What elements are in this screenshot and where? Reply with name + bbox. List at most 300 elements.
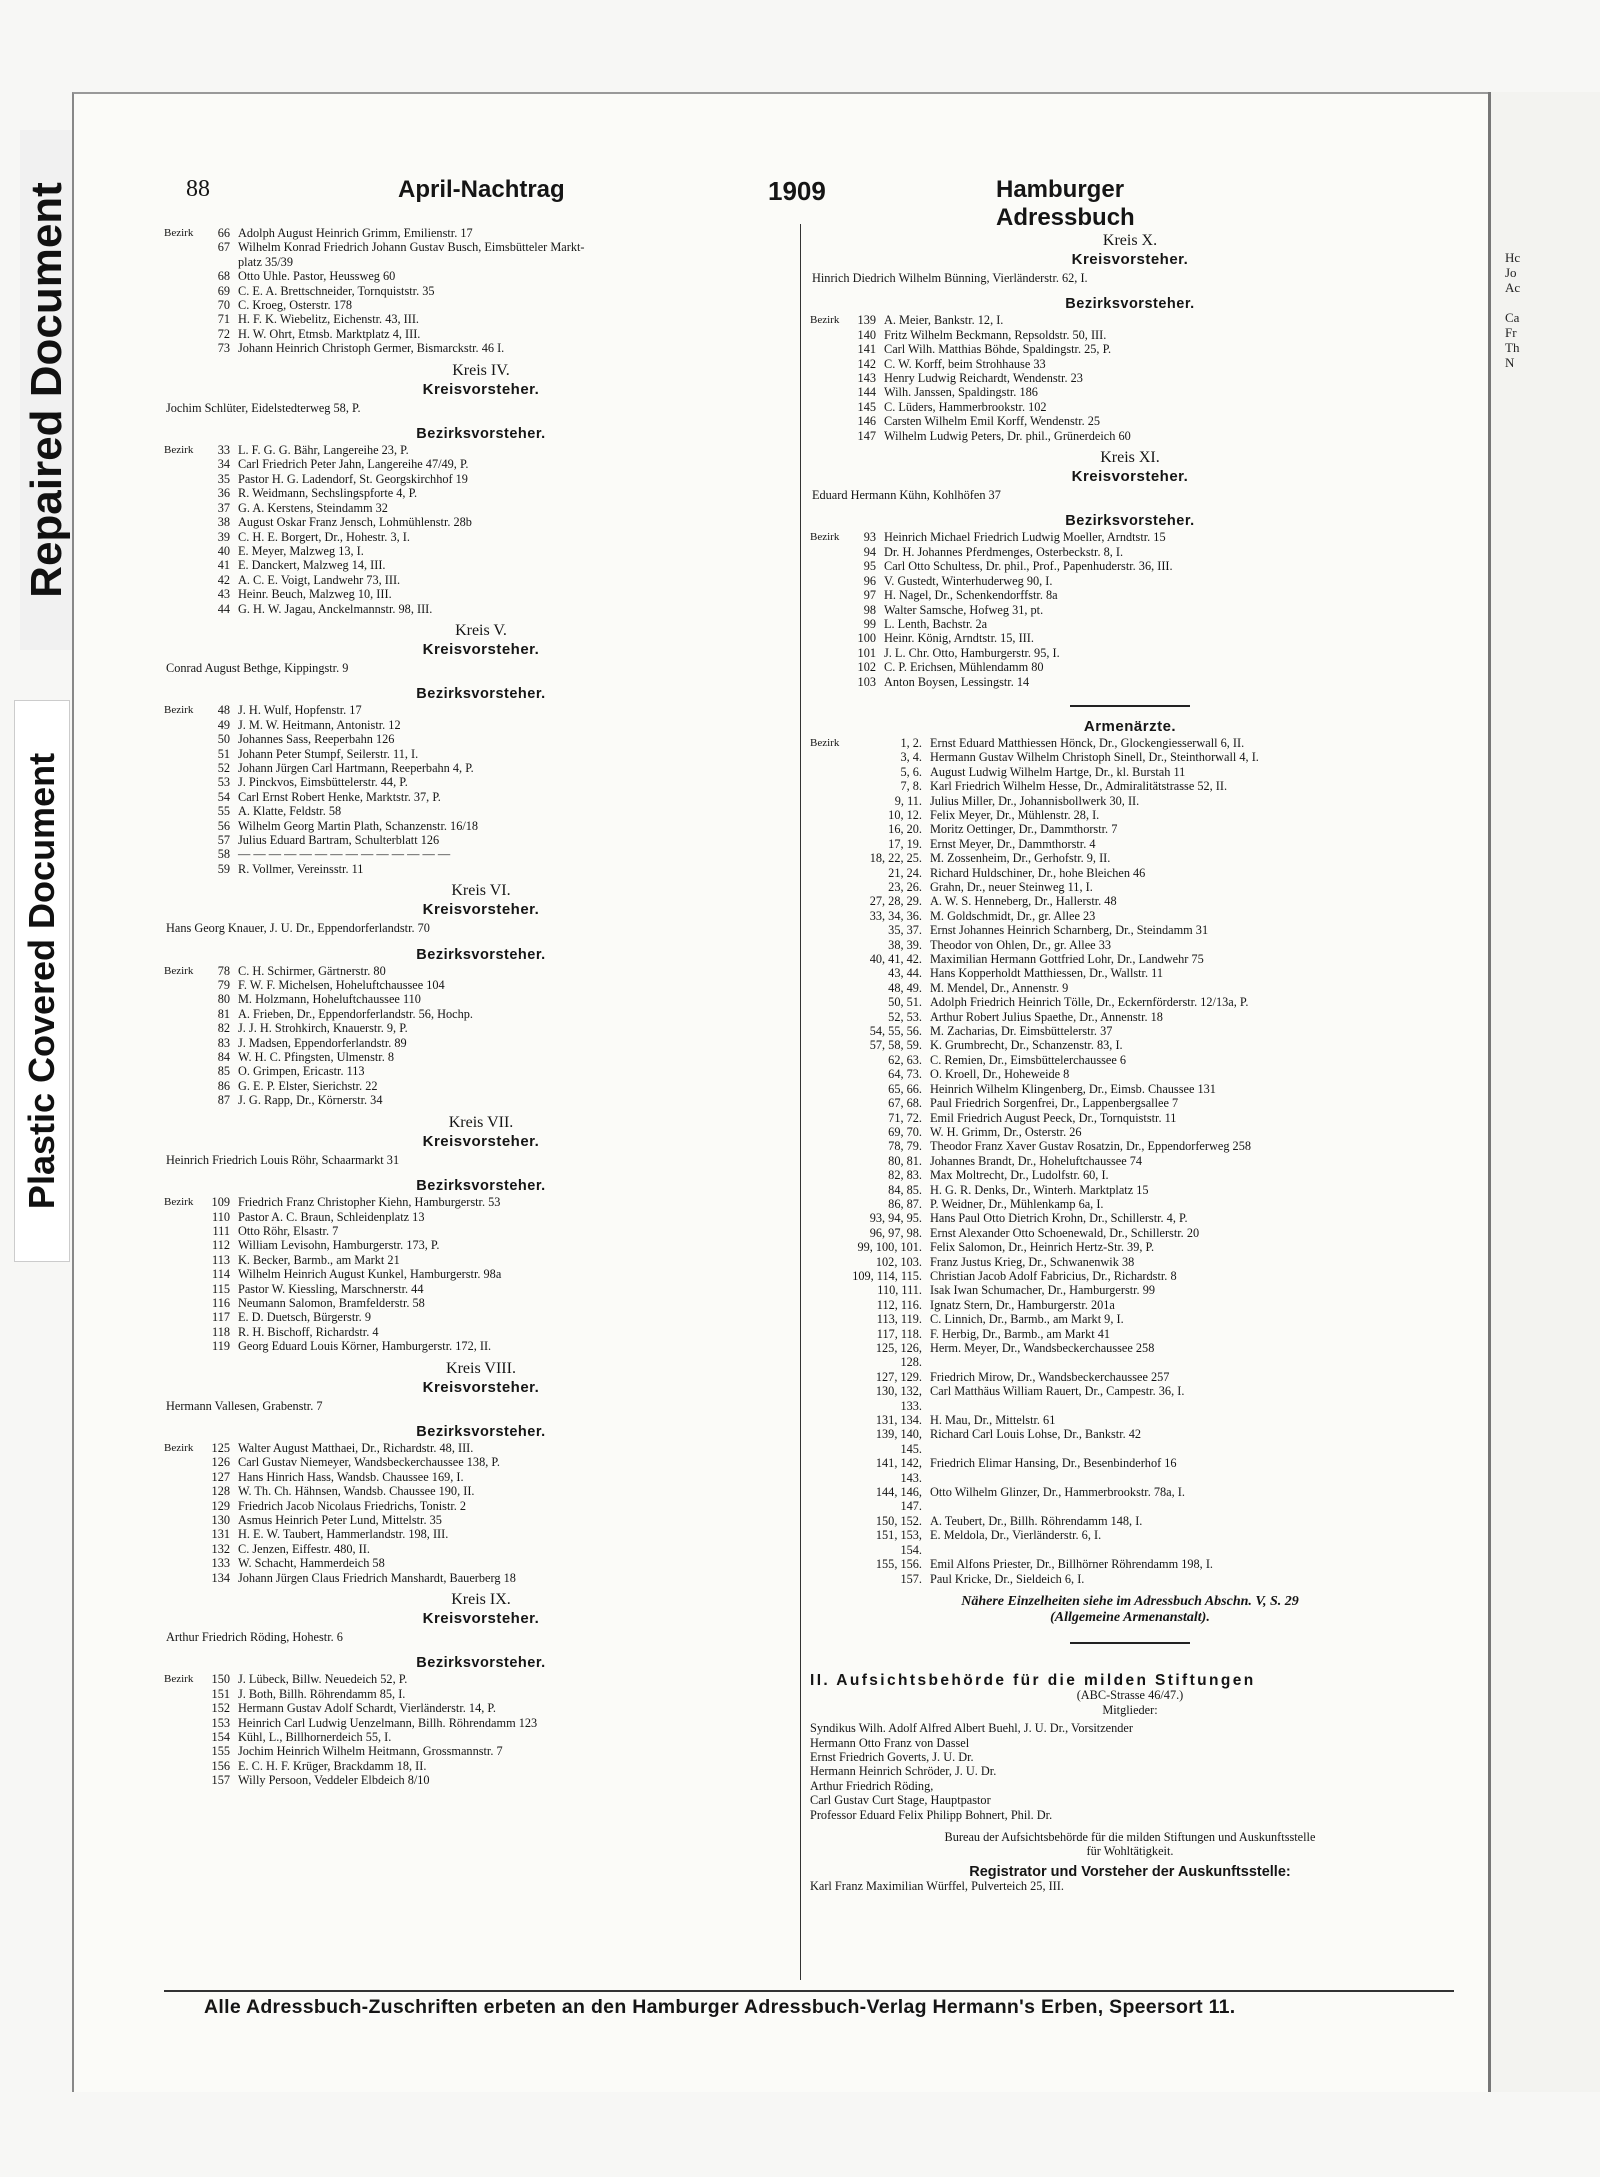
bezirksvorsteher-title: Bezirksvorsteher. — [1065, 513, 1195, 530]
bezirk-prefix — [810, 675, 848, 689]
list-item — [810, 909, 1450, 923]
bezirk-prefix — [164, 558, 202, 572]
member-name: Professor Eduard Felix Philipp Bohnert, Phil. Dr. — [810, 1807, 1053, 1822]
section-title: April-Nachtrag — [398, 176, 565, 203]
entry-text: Pastor A. C. Braun, Schleidenplatz 13 — [238, 1209, 425, 1224]
bezirk-prefix — [164, 847, 202, 861]
bezirk-prefix — [810, 779, 852, 793]
list-item — [810, 313, 1450, 327]
bezirk-prefix — [164, 732, 202, 746]
entry-text: Wilhelm Heinrich August Kunkel, Hamburgerstr. 98a — [238, 1267, 502, 1282]
list-item — [810, 1485, 1450, 1514]
kreisvorsteher-name: Hermann Vallesen, Grabenstr. 7 — [166, 1398, 323, 1413]
list-item — [164, 964, 798, 978]
entry-text: R. Weidmann, Sechslingspforte 4, P. — [238, 486, 418, 501]
bezirk-prefix — [810, 1111, 852, 1125]
bezirk-prefix — [810, 1125, 852, 1139]
entry-text: Ernst Meyer, Dr., Dammthorstr. 4 — [930, 836, 1096, 851]
bezirk-prefix — [164, 486, 202, 500]
kreisvorsteher-title: Kreisvorsteher. — [422, 1132, 540, 1150]
entry-text: A. C. E. Voigt, Landwehr 73, III. — [238, 572, 401, 587]
list-item — [164, 1310, 798, 1324]
bezirk-prefix — [164, 312, 202, 326]
bezirk-prefix — [164, 978, 202, 992]
bezirksvorsteher-title: Bezirksvorsteher. — [416, 1423, 546, 1440]
bezirk-prefix — [810, 1341, 852, 1370]
list-item — [810, 1082, 1450, 1096]
bezirk-number: 99, 100, 101. — [857, 1240, 922, 1255]
bezirksvorsteher-list — [164, 964, 798, 1108]
bezirk-prefix: Bezirk — [164, 1441, 194, 1454]
list-item — [164, 804, 798, 818]
bezirk-number: 79 — [217, 978, 230, 993]
list-item — [810, 750, 1450, 764]
bezirk-number: 100 — [857, 631, 876, 646]
entry-text: G. H. W. Jagau, Anckelmannstr. 98, III. — [238, 601, 433, 616]
bezirk-prefix — [164, 544, 202, 558]
bezirk-prefix — [810, 1572, 852, 1586]
entry-text: W. H. Grimm, Dr., Osterstr. 26 — [930, 1124, 1082, 1139]
list-item — [164, 1716, 798, 1730]
kreis-heading: Kreis X. — [1102, 232, 1158, 249]
list-item — [810, 1298, 1450, 1312]
entry-text: Grahn, Dr., neuer Steinweg 11, I. — [930, 880, 1093, 894]
bezirk-number: 54 — [217, 789, 230, 804]
bezirk-prefix — [164, 1701, 202, 1715]
list-item — [164, 1325, 798, 1339]
list-item — [810, 1168, 1450, 1182]
bezirk-prefix — [164, 1339, 202, 1353]
bezirk-prefix — [810, 1557, 852, 1571]
entry-text: Wilhelm Konrad Friedrich Johann Gustav Busch, Eimsbütteler Markt- platz 35/39 — [238, 240, 585, 269]
entry-text: Pastor H. G. Ladendorf, St. Georgskirchhof 19 — [238, 471, 468, 486]
entry-text: O. Kroell, Dr., Hoheweide 8 — [930, 1067, 1070, 1082]
list-item — [810, 981, 1450, 995]
bezirk-prefix: Bezirk — [164, 964, 194, 977]
entry-text: Willy Persoon, Veddeler Elbdeich 8/10 — [238, 1773, 430, 1788]
bezirk-number: 44 — [217, 601, 230, 616]
bezirk-number: 118 — [212, 1324, 230, 1339]
kreisvorsteher-name: Arthur Friedrich Röding, Hohestr. 6 — [166, 1630, 343, 1645]
bezirksvorsteher-list — [164, 1441, 798, 1585]
entry-text: R. Vollmer, Vereinsstr. 11 — [238, 861, 364, 876]
entry-text: Heinr. König, Arndtstr. 15, III. — [884, 631, 1034, 646]
list-item — [164, 1267, 798, 1281]
entry-text: Anton Boysen, Lessingstr. 14 — [884, 674, 1030, 689]
bezirk-prefix — [810, 574, 848, 588]
bezirk-number: 82 — [217, 1021, 230, 1036]
bezirk-number: 97 — [863, 588, 876, 603]
list-item — [164, 833, 798, 847]
kreisvorsteher-title: Kreisvorsteher. — [1071, 468, 1189, 486]
bezirk-prefix: Bezirk — [164, 1673, 194, 1686]
bezirk-number: 71 — [217, 312, 230, 327]
entry-text: J. J. H. Strohkirch, Knauerstr. 9, P. — [238, 1021, 408, 1036]
bezirk-prefix — [810, 385, 848, 399]
list-item — [164, 1687, 798, 1701]
bezirk-prefix — [164, 1021, 202, 1035]
entry-text: Carsten Wilhelm Emil Korff, Wendenstr. 25 — [884, 414, 1101, 429]
entry-text: F. Herbig, Dr., Barmb., am Markt 41 — [930, 1326, 1111, 1341]
entry-text: F. W. F. Michelsen, Hoheluftchaussee 104 — [238, 978, 445, 993]
bezirk-number: 151 — [211, 1686, 230, 1701]
list-item — [810, 429, 1450, 443]
bezirk-number: 38, 39. — [888, 937, 922, 952]
bezirk-prefix: Bezirk — [164, 1196, 194, 1209]
bezirk-prefix — [164, 1571, 202, 1585]
bezirk-number: 94 — [863, 544, 876, 559]
registrator-title: Registrator und Vorsteher der Auskunftsstelle: — [969, 1863, 1291, 1880]
list-item — [164, 1744, 798, 1758]
bezirk-prefix — [810, 1413, 852, 1427]
entry-text: Hans Kopperholdt Matthiessen, Dr., Wallstr. 11 — [930, 966, 1163, 981]
bezirk-number: 157 — [211, 1773, 230, 1788]
list-item — [810, 1197, 1450, 1211]
list-item — [810, 1456, 1450, 1485]
bezirk-prefix — [810, 357, 848, 371]
bezirk-prefix — [810, 808, 852, 822]
bezirk-number: 83 — [217, 1035, 230, 1050]
entry-text: Herm. Meyer, Dr., Wandsbeckerchaussee 258 — [930, 1341, 1155, 1355]
bezirk-number: 146 — [857, 414, 876, 429]
page-header — [100, 176, 1240, 231]
bezirk-number: 69 — [217, 283, 230, 298]
bezirk-prefix — [810, 1038, 852, 1052]
bezirk-number: 128 — [211, 1484, 230, 1499]
book-title: Hamburger Adressbuch — [996, 176, 1135, 231]
bezirk-prefix — [810, 1255, 852, 1269]
registrator-name: Karl Franz Maximilian Würffel, Pulverteich 25, III. — [810, 1879, 1064, 1894]
bezirk-number: 126 — [211, 1455, 230, 1470]
bezirk-prefix — [164, 790, 202, 804]
entry-text: C. P. Erichsen, Mühlendamm 80 — [884, 660, 1044, 675]
bezirk-prefix — [164, 1542, 202, 1556]
bezirk-number: 57 — [217, 833, 230, 847]
bezirk-number: 150 — [211, 1672, 230, 1687]
entry-text: Julius Eduard Bartram, Schulterblatt 126 — [238, 833, 440, 847]
entry-text: J. Madsen, Eppendorferlandstr. 89 — [238, 1035, 407, 1050]
bezirk-prefix — [810, 1139, 852, 1153]
entry-text: Otto Uhle. Pastor, Heussweg 60 — [238, 269, 396, 284]
bezirk-prefix — [810, 631, 848, 645]
list-item — [810, 1327, 1450, 1341]
bezirk-number: 71, 72. — [888, 1110, 922, 1125]
entry-text: K. Grumbrecht, Dr., Schanzenstr. 83, I. — [930, 1038, 1123, 1053]
bezirk-prefix — [164, 1238, 202, 1252]
list-item — [810, 1427, 1450, 1456]
entry-text: M. Holzmann, Hoheluftchaussee 110 — [238, 992, 421, 1007]
entry-text: Dr. H. Johannes Pferdmenges, Osterbeckstr. 8, I. — [884, 544, 1124, 559]
entry-text: G. A. Kerstens, Steindamm 32 — [238, 500, 388, 515]
kreisvorsteher-title: Kreisvorsteher. — [1071, 251, 1189, 268]
list-item — [164, 1527, 798, 1541]
list-item — [810, 1154, 1450, 1168]
page-number: 88 — [186, 176, 210, 202]
list-item — [810, 1528, 1450, 1557]
list-item — [810, 765, 1450, 779]
bezirk-number: 99 — [863, 616, 876, 631]
list-item — [164, 1079, 798, 1093]
bezirk-number: 102 — [857, 660, 876, 675]
bezirk-number: 157. — [900, 1571, 922, 1586]
bezirk-number: 150, 152. — [875, 1513, 922, 1528]
list-item — [164, 847, 798, 861]
list-item — [810, 1370, 1450, 1384]
bezirk-number: 155, 156. — [875, 1557, 922, 1572]
entry-text: Carl Friedrich Peter Jahn, Langereihe 47/49, P. — [238, 457, 469, 472]
list-item — [810, 1211, 1450, 1225]
bezirk-prefix — [810, 952, 852, 966]
bezirk-prefix — [810, 1082, 852, 1096]
bezirk-number: 141 — [857, 342, 876, 357]
bezirk-number: 53 — [217, 775, 230, 790]
bezirk-prefix — [810, 1427, 852, 1456]
entry-text: J. L. Chr. Otto, Hamburgerstr. 95, I. — [884, 645, 1060, 660]
list-item — [164, 1339, 798, 1353]
entry-text: William Levisohn, Hamburgerstr. 173, P. — [238, 1238, 440, 1253]
bezirk-number: 18, 22, 25. — [869, 851, 922, 866]
plastic-covered-stamp — [14, 700, 70, 1262]
entry-text: P. Weidner, Dr., Mühlenkamp 6a, I. — [930, 1196, 1104, 1211]
list-item — [810, 342, 1450, 356]
entry-text: Carl Wilh. Matthias Böhde, Spaldingstr. 25, P. — [884, 342, 1112, 357]
list-item — [164, 775, 798, 789]
list-item — [164, 978, 798, 992]
bezirk-number: 80 — [217, 992, 230, 1007]
list-item — [164, 558, 798, 572]
bezirk-prefix — [164, 1527, 202, 1541]
list-item — [810, 851, 1450, 865]
bezirk-number: 58 — [217, 847, 230, 862]
bezirk-number: 125 — [211, 1440, 230, 1455]
bezirk-prefix — [810, 1298, 852, 1312]
entry-text: Christian Jacob Adolf Fabricius, Dr., Richardstr. 8 — [930, 1268, 1177, 1283]
entry-text: Arthur Robert Julius Spaethe, Dr., Annenstr. 18 — [930, 1009, 1163, 1024]
list-item — [164, 1253, 798, 1267]
bezirk-prefix — [164, 862, 202, 876]
list-item — [810, 660, 1450, 674]
list-item — [810, 1384, 1450, 1413]
bezirk-prefix — [810, 1384, 852, 1413]
list-item — [164, 1282, 798, 1296]
bezirk-number: 143 — [857, 371, 876, 386]
list-item — [164, 1571, 798, 1585]
entry-text: Friedrich Mirow, Dr., Wandsbeckerchaussee 257 — [930, 1369, 1170, 1384]
bezirk-prefix — [810, 1514, 852, 1528]
list-item — [810, 1125, 1450, 1139]
entry-text: R. H. Bischoff, Richardstr. 4 — [238, 1324, 379, 1339]
list-item — [164, 269, 798, 283]
entry-text: Carl Gustav Niemeyer, Wandsbeckerchaussee 138, P. — [238, 1455, 500, 1470]
kreis-heading: Kreis IX. — [451, 1591, 511, 1609]
list-item — [164, 992, 798, 1006]
entry-text: Hermann Gustav Adolf Schardt, Vierländerstr. 14, P. — [238, 1701, 496, 1716]
bezirk-number: 96 — [863, 573, 876, 588]
entry-text: A. W. S. Henneberg, Dr., Hallerstr. 48 — [930, 894, 1117, 909]
bezirk-prefix — [810, 603, 848, 617]
column-divider — [800, 224, 801, 1980]
list-item — [810, 385, 1450, 399]
members-list — [810, 1721, 1450, 1822]
entry-text: Heinr. Beuch, Malzweg 10, III. — [238, 587, 392, 602]
kreisvorsteher-name: Eduard Hermann Kühn, Kohlhöfen 37 — [812, 488, 1001, 503]
bezirk-prefix — [164, 298, 202, 312]
bezirk-prefix — [164, 602, 202, 616]
entry-text: Friedrich Franz Christopher Kiehn, Hamburgerstr. 53 — [238, 1195, 501, 1210]
entry-text: C. Kroeg, Osterstr. 178 — [238, 298, 353, 313]
bezirk-prefix — [164, 284, 202, 298]
list-item — [164, 1513, 798, 1527]
bezirk-number: 65, 66. — [888, 1081, 922, 1096]
bezirksvorsteher-title: Bezirksvorsteher. — [416, 426, 546, 443]
bezirk-number: 27, 28, 29. — [869, 894, 922, 909]
entry-text: Hans Paul Otto Dietrich Krohn, Dr., Schillerstr. 4, P. — [930, 1211, 1188, 1226]
entry-text: H. E. W. Taubert, Hammerlandstr. 198, III. — [238, 1527, 449, 1542]
bezirk-number: 73 — [217, 341, 230, 356]
bezirk-number: 82, 83. — [888, 1168, 922, 1183]
entry-text: C. E. A. Brettschneider, Tornquiststr. 35 — [238, 283, 435, 298]
list-item — [810, 1240, 1450, 1254]
plastic-covered-label: Plastic Covered Document — [21, 752, 62, 1210]
bezirk-prefix — [810, 880, 852, 894]
entry-text: C. Jenzen, Eiffestr. 480, II. — [238, 1541, 370, 1556]
entry-text: E. Meyer, Malzweg 13, I. — [238, 543, 364, 558]
kreisvorsteher-title: Kreisvorsteher. — [422, 380, 540, 398]
list-item — [810, 1139, 1450, 1153]
bezirk-number: 5, 6. — [900, 764, 922, 779]
entry-text: M. Goldschmidt, Dr., gr. Allee 23 — [930, 908, 1096, 923]
list-item — [810, 1038, 1450, 1052]
bezirk-prefix — [164, 1716, 202, 1730]
bezirk-number: 50, 51. — [888, 995, 922, 1010]
repaired-document-label: Repaired Document — [22, 182, 71, 598]
list-item — [810, 328, 1450, 342]
bureau-text: Bureau der Aufsichtsbehörde für die milden Stiftungen und Auskunftsstelle für Wohltätigkeit. — [944, 1829, 1316, 1859]
bezirk-number: 115 — [212, 1281, 230, 1296]
bezirk-number: 93 — [863, 530, 876, 545]
bezirk-prefix — [810, 588, 848, 602]
list-item — [810, 1226, 1450, 1240]
kreis-heading: Kreis VIII. — [446, 1359, 516, 1377]
entry-text: Max Moltrecht, Dr., Ludolfstr. 60, I. — [930, 1168, 1109, 1183]
bezirk-number: 139, 140, 145. — [875, 1427, 922, 1456]
entry-text: Wilhelm Georg Martin Plath, Schanzenstr. 16/18 — [238, 818, 479, 833]
bezirk-number: 98 — [863, 602, 876, 617]
list-item — [810, 675, 1450, 689]
bezirk-number: 39 — [217, 529, 230, 544]
list-item — [810, 794, 1450, 808]
list-item — [810, 617, 1450, 631]
bezirk-prefix — [810, 822, 852, 836]
bezirk-prefix — [810, 371, 848, 385]
bezirk-number: 154 — [211, 1730, 230, 1745]
bezirk-number: 62, 63. — [888, 1052, 922, 1067]
bezirk-prefix — [810, 995, 852, 1009]
entry-text: Adolph August Heinrich Grimm, Emilienstr. 17 — [238, 226, 473, 240]
bezirk-number: 113 — [212, 1252, 230, 1267]
bezirk-number: 48, 49. — [888, 980, 922, 995]
bezirk-number: 152 — [211, 1701, 230, 1716]
entry-text: Asmus Heinrich Peter Lund, Mittelstr. 35 — [238, 1513, 442, 1527]
bezirk-number: 55 — [217, 804, 230, 819]
entry-text: August Oskar Franz Jensch, Lohmühlenstr. 28b — [238, 515, 472, 530]
list-item — [810, 1067, 1450, 1081]
right-kreise — [810, 232, 1450, 689]
bezirk-prefix — [810, 1528, 852, 1557]
bezirk-prefix — [164, 1064, 202, 1078]
bezirk-prefix — [164, 573, 202, 587]
list-item — [164, 1730, 798, 1744]
armenaerzte-title: Armenärzte. — [1083, 717, 1177, 735]
bezirk-number: 9, 11. — [894, 793, 922, 808]
bezirk-prefix — [164, 718, 202, 732]
bezirk-number: 1, 2. — [900, 735, 922, 750]
list-item — [164, 1441, 798, 1455]
bezirk-prefix — [164, 1730, 202, 1744]
next-page-stub-text: Hc Jo Ac Ca Fr Th N — [1505, 250, 1521, 370]
entry-text: Otto Wilhelm Glinzer, Dr., Hammerbrookstr. 78a, I. — [930, 1485, 1185, 1500]
bezirk-number: 33, 34, 36. — [869, 908, 922, 923]
entry-text: Paul Kricke, Dr., Sieldeich 6, I. — [930, 1571, 1085, 1586]
bezirk-prefix — [810, 765, 852, 779]
list-item — [164, 573, 798, 587]
bezirk-number: 41 — [217, 558, 230, 573]
entry-text: Johannes Brandt, Dr., Hoheluftchaussee 74 — [930, 1153, 1143, 1168]
entry-text: W. Th. Ch. Hähnsen, Wandsb. Chaussee 190, II. — [238, 1484, 475, 1499]
bezirk-number: 78 — [217, 963, 230, 978]
bezirk-prefix — [810, 923, 852, 937]
bezirk-number: 141, 142, 143. — [875, 1456, 922, 1485]
bezirk-prefix — [164, 992, 202, 1006]
entry-text: Isak Iwan Schumacher, Dr., Hamburgerstr. 99 — [930, 1283, 1156, 1298]
list-item — [810, 1053, 1450, 1067]
bezirk-prefix — [164, 1556, 202, 1570]
entry-text: Jochim Heinrich Wilhelm Heitmann, Grossmannstr. 7 — [238, 1744, 503, 1759]
list-item — [810, 530, 1450, 544]
list-item — [810, 837, 1450, 851]
bezirk-prefix — [164, 327, 202, 341]
bezirk-prefix — [164, 269, 202, 283]
bezirk-number: 84 — [217, 1050, 230, 1065]
entry-text: W. H. C. Pfingsten, Ulmenstr. 8 — [238, 1050, 394, 1065]
bezirk-prefix — [164, 747, 202, 761]
entry-text: Neumann Salomon, Bramfelderstr. 58 — [238, 1295, 425, 1310]
bezirk-number: 16, 20. — [888, 822, 922, 837]
bezirksvorsteher-title: Bezirksvorsteher. — [416, 686, 546, 703]
bezirk-prefix — [810, 1197, 852, 1211]
bezirk-prefix — [810, 660, 848, 674]
bezirk-prefix — [810, 981, 852, 995]
bezirk-prefix: Bezirk — [164, 227, 194, 239]
entry-text: E. C. H. F. Krüger, Brackdamm 18, II. — [238, 1758, 427, 1773]
list-item — [164, 1759, 798, 1773]
bezirk-prefix — [164, 833, 202, 847]
entry-text: Hermann Gustav Wilhelm Christoph Sinell, Dr., Steinthorwall 4, I. — [930, 750, 1259, 765]
list-item — [164, 1021, 798, 1035]
entry-text: Paul Friedrich Sorgenfrei, Dr., Lappenbergsallee 7 — [930, 1096, 1179, 1111]
bezirk-number: 81 — [217, 1006, 230, 1021]
bezirk-number: 130 — [211, 1513, 230, 1527]
entry-text: Felix Meyer, Dr., Mühlenstr. 28, I. — [930, 807, 1100, 822]
entry-text: Pastor W. Kiessling, Marschnerstr. 44 — [238, 1281, 424, 1296]
bezirk-number: 56 — [217, 818, 230, 833]
bezirk-prefix — [810, 1370, 852, 1384]
list-item — [810, 966, 1450, 980]
bezirk-number: 23, 26. — [888, 880, 922, 894]
bezirk-number: 78, 79. — [888, 1139, 922, 1154]
list-item — [164, 602, 798, 616]
bezirk-number: 36 — [217, 486, 230, 501]
